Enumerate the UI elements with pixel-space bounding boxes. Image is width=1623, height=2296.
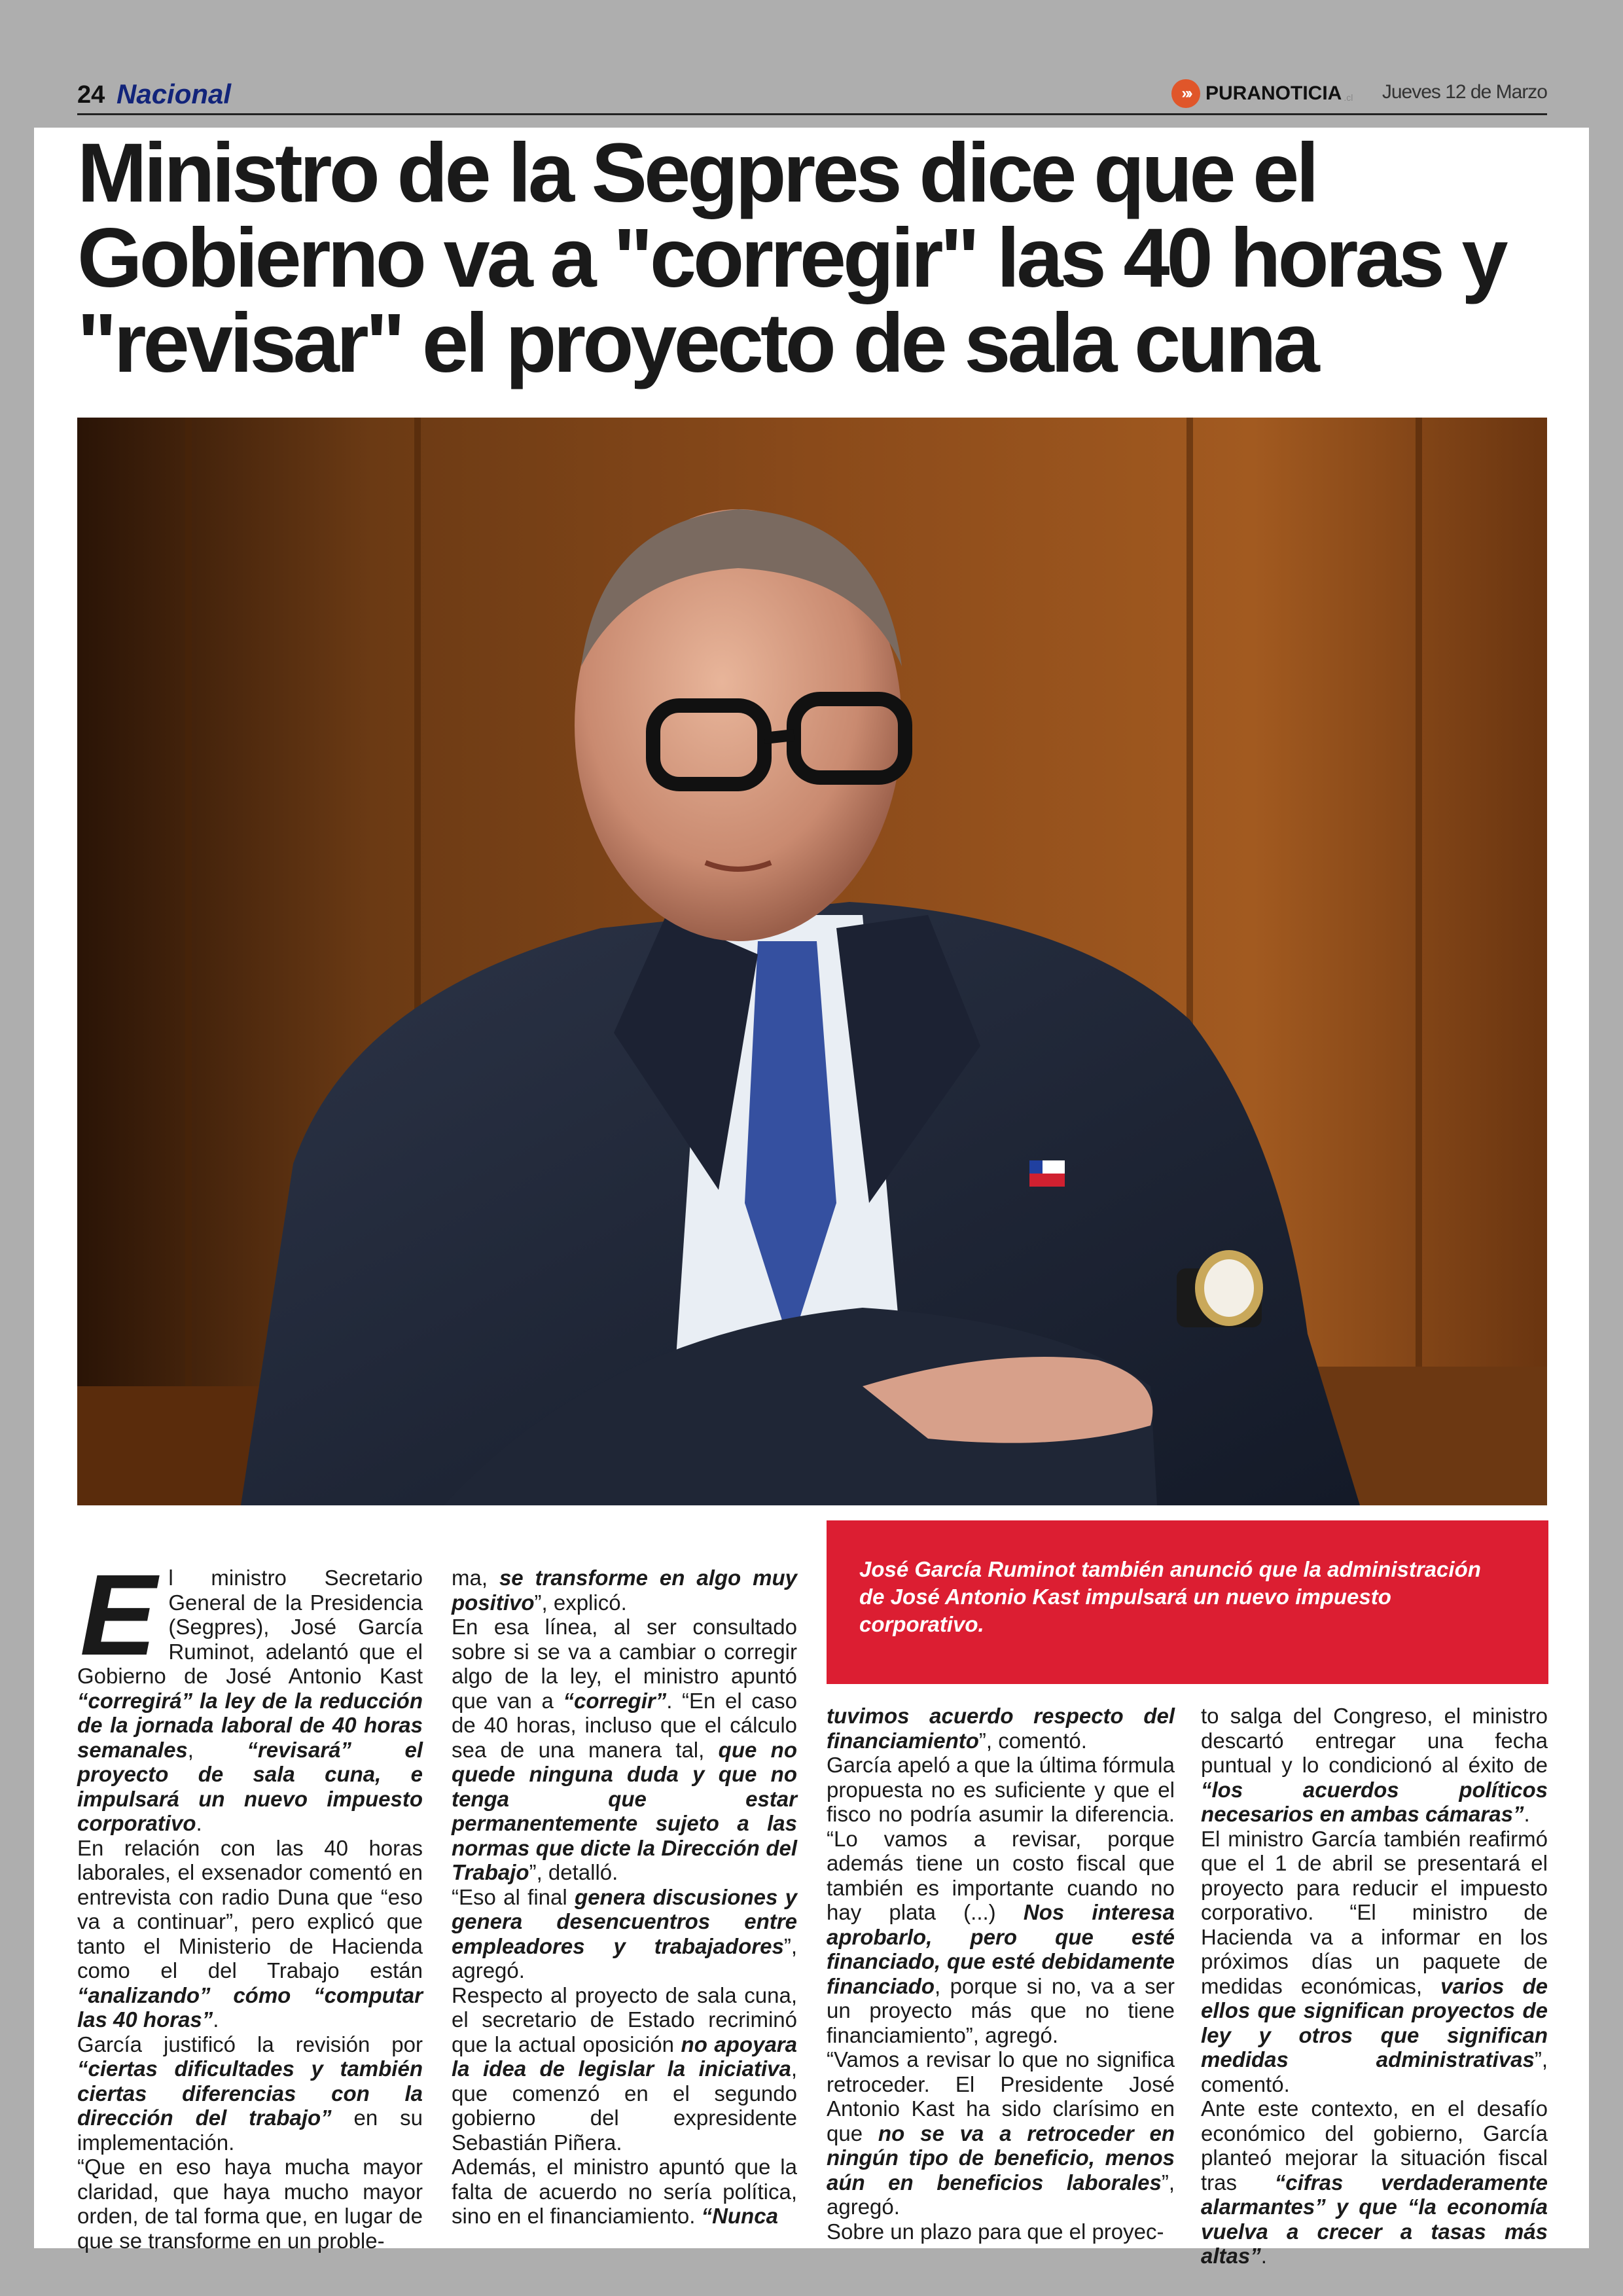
emphasis-run: se transforme en algo muy positivo	[452, 1566, 797, 1615]
emphasis-run: varios de ellos que significan proyectos de ley y otros que significan medidas administrativas	[1201, 1973, 1548, 2072]
issue-date: Jueves 12 de Marzo	[1382, 81, 1547, 103]
paragraph	[827, 1753, 1175, 2047]
text-run: ”, agregó.	[452, 1933, 797, 1982]
article-column-1	[77, 1551, 423, 2253]
text-run: .	[1260, 2244, 1267, 2268]
paragraph	[1201, 1704, 1548, 1827]
text-run: ”, comentó.	[978, 1728, 1087, 1753]
page-header	[77, 77, 1547, 118]
text-run: ”, agregó.	[827, 2170, 1175, 2219]
brand-logo	[1171, 77, 1353, 110]
text-run: El ministro García también reafirmó que el 1 de abril se presentará el proyecto para reducir el impuesto corporativo. “El ministro de Hacienda va a informar en los próximos días un paquete de medidas económicas,	[1201, 1826, 1548, 1998]
text-run: En relación con las 40 horas laborales, el exsenador comentó en entrevista con radio Duna que “eso va a continuar”, pero explicó que tanto el Ministerio de Hacienda como el del Trabajo están	[77, 1835, 423, 1982]
emphasis-run: tuvimos acuerdo respecto del financiamiento	[827, 1704, 1175, 1753]
emphasis-run: “corregir”	[563, 1688, 667, 1713]
minister-photo	[77, 418, 1547, 1505]
hero-photo	[77, 418, 1547, 1505]
text-run: to salga del Congreso, el ministro descartó entregar una fecha puntual y lo condicionó al éxito de	[1201, 1704, 1548, 1777]
section-label: Nacional	[116, 79, 232, 109]
drop-cap: E	[80, 1551, 157, 1679]
article-column-4	[1201, 1704, 1548, 2269]
text-run: , porque si no, va a ser un proyecto más que no tiene financiamiento”, agregó.	[827, 1973, 1175, 2047]
paragraph	[77, 2032, 423, 2155]
emphasis-run: Nos interesa aprobarlo, pero que esté financiado, que esté debidamente financiado	[827, 1900, 1175, 1998]
emphasis-run: genera discusiones y genera desencuentros entre empleadores y trabajadores	[452, 1884, 797, 1958]
text-run: .	[196, 1811, 202, 1835]
brand-arrows-icon: »›	[1171, 79, 1200, 108]
text-run: ma,	[452, 1566, 499, 1590]
paragraph	[452, 2155, 797, 2229]
emphasis-run: “cifras verdaderamente alarmantes” y que “la economía vuelva a crecer a tasas más altas”	[1201, 2170, 1548, 2268]
text-run: ”, comentó.	[1201, 2047, 1548, 2096]
text-run: Además, el ministro apuntó que la falta de acuerdo no sería política, sino en el financiamiento.	[452, 2155, 797, 2228]
paragraph	[827, 2047, 1175, 2219]
photo-caption-box	[827, 1520, 1548, 1684]
article-column-2	[452, 1566, 797, 2229]
text-run: “Vamos a revisar lo que no significa retroceder. El Presidente José Antonio Kast ha sido clarísimo en que	[827, 2047, 1175, 2145]
emphasis-run: “Nunca	[701, 2204, 778, 2228]
brand-domain: .cl	[1344, 92, 1353, 103]
emphasis-run: “analizando” cómo “computar las 40 horas”	[77, 1982, 423, 2032]
emphasis-run: “revisará” el proyecto de sala cuna, e impulsará un nuevo impuesto corporativo	[77, 1737, 423, 1835]
text-run: .	[213, 2007, 219, 2032]
text-run: En esa línea, al ser consultado sobre si se va a cambiar o corregir algo de la ley, el ministro apuntó que van a	[452, 1615, 797, 1713]
text-run: Respecto al proyecto de sala cuna, el secretario de Estado recriminó que la actual oposición	[452, 1982, 797, 2056]
paragraph	[452, 1983, 797, 2155]
brand-name: PURANOTICIA	[1205, 82, 1342, 104]
paragraph	[1201, 2096, 1548, 2269]
page-number: 24	[77, 81, 105, 109]
text-run: . “En el caso de 40 horas, incluso que el cálculo sea de una manera tal,	[452, 1688, 798, 1762]
text-run: Sobre un plazo para que el proyec-	[827, 2219, 1164, 2244]
paragraph	[452, 1615, 797, 1885]
paragraph	[827, 2219, 1175, 2244]
text-run: l ministro Secretario General de la Presidencia (Segpres), José García Ruminot, adelantó que el Gobierno de José Antonio Kast	[77, 1566, 423, 1688]
text-run: “Que en eso haya mucha mayor claridad, que haya mucho mayor orden, de tal forma que, en lugar de que se transforme en un proble-	[77, 2155, 423, 2253]
paragraph	[77, 1836, 423, 2032]
paragraph	[827, 1704, 1175, 1753]
text-run: .	[1524, 1802, 1530, 1826]
paragraph	[1201, 1827, 1548, 2097]
emphasis-run: no se va a retroceder en ningún tipo de beneficio, menos aún en beneficios laborales	[827, 2121, 1175, 2195]
paragraph	[452, 1566, 797, 1615]
paragraph	[77, 2155, 423, 2253]
text-run: García justificó la revisión por	[77, 2032, 423, 2056]
emphasis-run: que no quede ninguna duda y que no tenga que estar permanentemente sujeto a las normas que dicte la Dirección del Trabajo	[452, 1737, 797, 1884]
text-run: ”, explicó.	[534, 1590, 627, 1615]
text-run: García apeló a que la última fórmula propuesta no es suficiente y que el fisco no podría asumir la diferencia. “Lo vamos a revisar, porque además tiene un costo fiscal que también es importante cuando no hay plata (...)	[827, 1753, 1175, 1924]
photo-caption: José García Ruminot también anunció que la administración de José Antonio Kast impulsará un nuevo impuesto corporativo.	[859, 1557, 1481, 1636]
text-run: “Eso al final	[452, 1884, 575, 1909]
headline: Ministro de la Segpres dice que el Gobierno va a "corregir" las 40 horas y "revisar" el proyecto de sala cuna	[77, 126, 1505, 390]
text-run: Ante este contexto, en el desafío económico del gobierno, García planteó mejorar la situación fiscal tras	[1201, 2096, 1548, 2195]
text-run: ,	[187, 1737, 247, 1762]
paragraph	[452, 1885, 797, 1983]
emphasis-run: “los acuerdos políticos necesarios en ambas cámaras”	[1201, 1777, 1548, 1826]
emphasis-run: “corregirá” la ley de la reducción de la jornada laboral de 40 horas semanales	[77, 1688, 423, 1762]
text-run: ”, detalló.	[529, 1860, 618, 1884]
emphasis-run: no apoyara la idea de legislar la iniciativa	[452, 2032, 797, 2081]
article-column-3	[827, 1704, 1175, 2244]
text-run: , que comenzó en el segundo gobierno del expresidente Sebastián Piñera.	[452, 2056, 797, 2155]
emphasis-run: “ciertas dificultades y también ciertas diferencias con la dirección del trabajo”	[77, 2056, 423, 2130]
text-run: en su implementación.	[77, 2106, 423, 2155]
header-divider	[77, 113, 1547, 115]
